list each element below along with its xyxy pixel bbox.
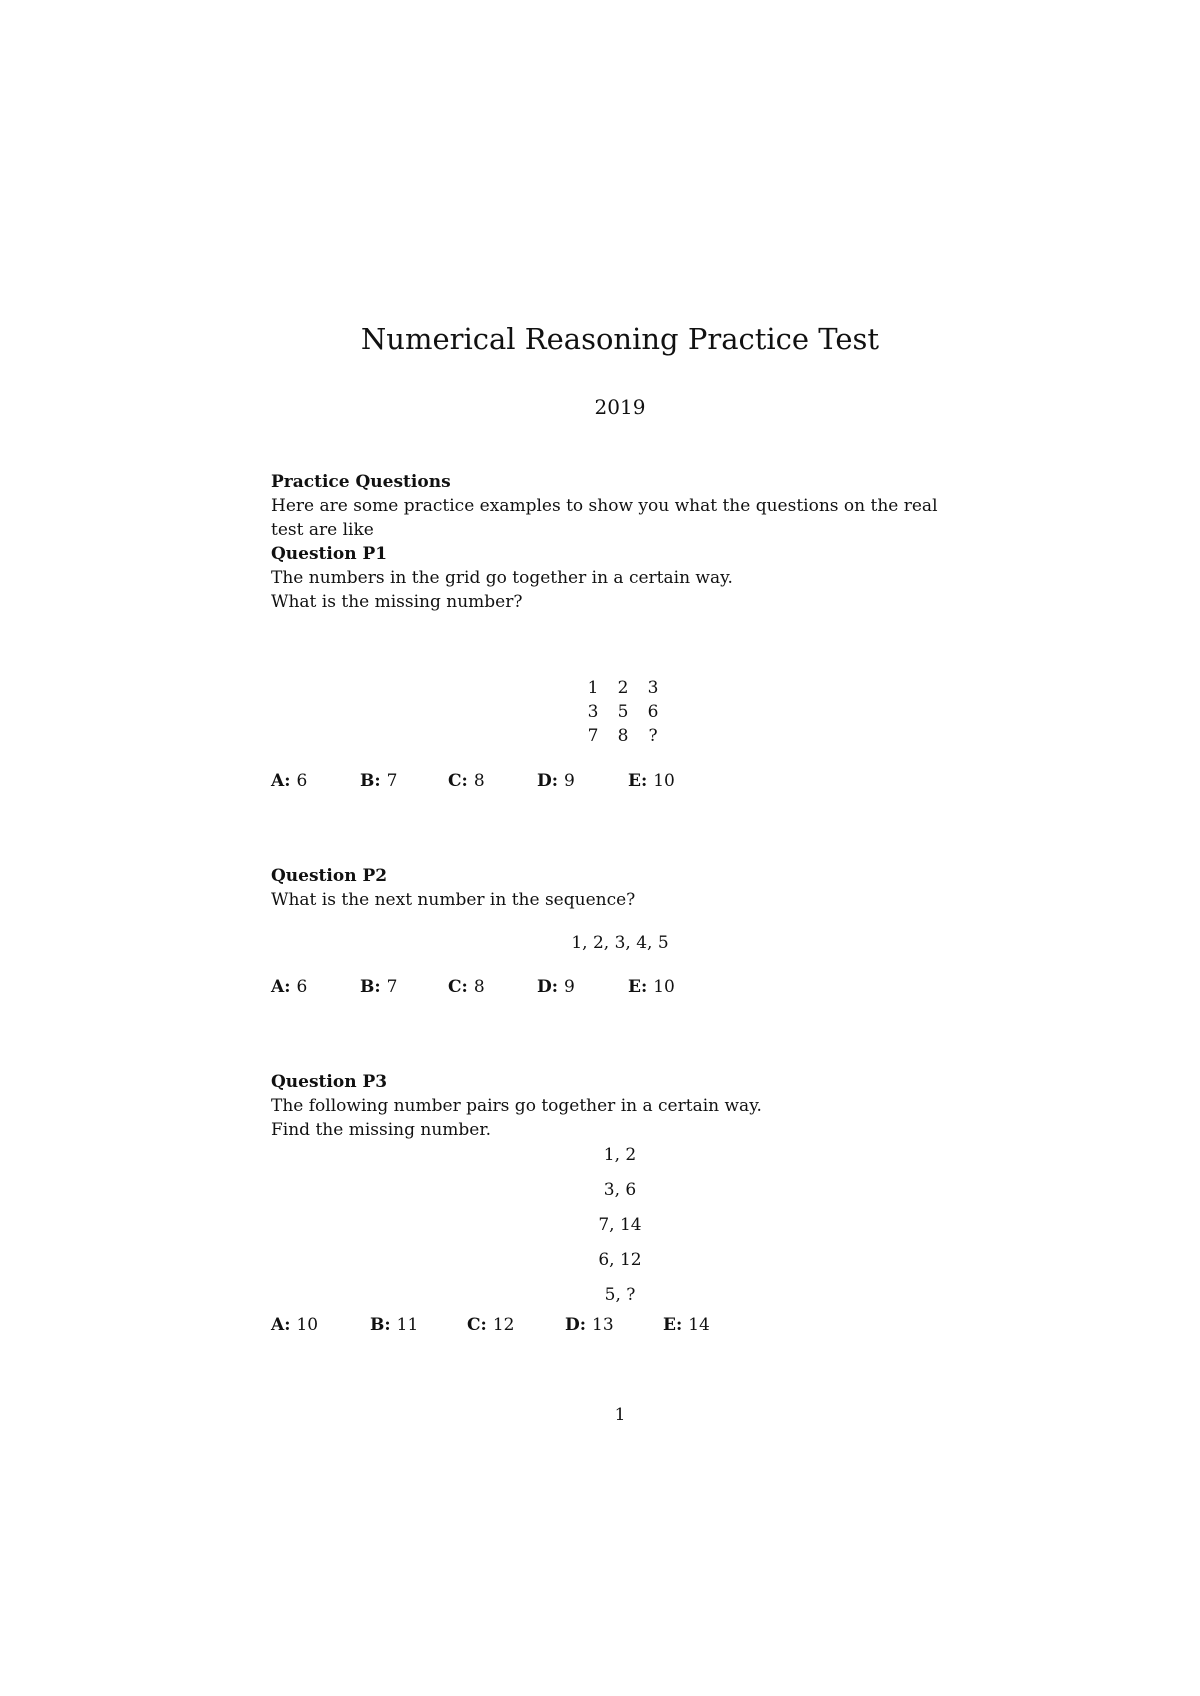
- option-c: C: 12: [467, 1315, 515, 1335]
- document-title: Numerical Reasoning Practice Test: [360, 322, 880, 356]
- document-year: 2019: [594, 395, 646, 419]
- option-a: A: 6: [271, 771, 308, 791]
- grid-cell: 1: [587, 678, 599, 698]
- question-p3-line-1: The following number pairs go together in a certain way.: [271, 1096, 762, 1116]
- number-pair: 1, 2: [603, 1145, 637, 1165]
- question-p3-options: [271, 1315, 710, 1335]
- option-a: A: 6: [271, 977, 308, 997]
- page-number: 1: [614, 1405, 626, 1425]
- option-c: C: 8: [448, 977, 485, 997]
- question-p3-line-2: Find the missing number.: [271, 1120, 492, 1140]
- question-p3-heading: Question P3: [271, 1072, 388, 1092]
- option-d: D: 9: [537, 771, 575, 791]
- question-p2-options: [271, 977, 675, 997]
- grid-cell: 8: [617, 726, 629, 746]
- grid-cell: 7: [587, 726, 599, 746]
- question-p2-sequence: 1, 2, 3, 4, 5: [571, 933, 669, 953]
- intro-line-2: test are like: [271, 520, 374, 540]
- intro-section: [271, 470, 991, 614]
- question-p1-line-2: What is the missing number?: [271, 592, 523, 612]
- grid-row: [578, 700, 668, 724]
- question-p1-heading: Question P1: [271, 544, 388, 564]
- question-p3-pairs: [0, 1138, 1200, 1313]
- question-p2-section: [271, 864, 991, 912]
- option-e: E: 14: [663, 1315, 710, 1335]
- option-b: B: 7: [360, 977, 398, 997]
- question-p2-line-1: What is the next number in the sequence?: [271, 890, 636, 910]
- grid-cell: 3: [647, 678, 659, 698]
- question-p1-grid: [578, 676, 668, 748]
- grid-row: [578, 676, 668, 700]
- option-e: E: 10: [628, 977, 675, 997]
- question-p1-options: [271, 771, 675, 791]
- option-d: D: 13: [565, 1315, 614, 1335]
- intro-line-1: Here are some practice examples to show you what the questions on the real: [271, 496, 938, 516]
- option-e: E: 10: [628, 771, 675, 791]
- grid-row: [578, 724, 668, 748]
- number-pair: 7, 14: [598, 1215, 642, 1235]
- option-b: B: 7: [360, 771, 398, 791]
- grid-cell: 6: [647, 702, 659, 722]
- grid-cell: 2: [617, 678, 629, 698]
- question-p1-line-1: The numbers in the grid go together in a certain way.: [271, 568, 733, 588]
- option-b: B: 11: [370, 1315, 419, 1335]
- grid-cell: 3: [587, 702, 599, 722]
- practice-heading: Practice Questions: [271, 472, 451, 492]
- option-c: C: 8: [448, 771, 485, 791]
- option-a: A: 10: [271, 1315, 319, 1335]
- option-d: D: 9: [537, 977, 575, 997]
- grid-cell: ?: [648, 726, 658, 746]
- number-pair: 3, 6: [603, 1180, 637, 1200]
- number-pair: 6, 12: [598, 1250, 642, 1270]
- number-pair: 5, ?: [604, 1285, 636, 1305]
- grid-cell: 5: [617, 702, 629, 722]
- question-p3-section: [271, 1070, 991, 1142]
- question-p2-heading: Question P2: [271, 866, 388, 886]
